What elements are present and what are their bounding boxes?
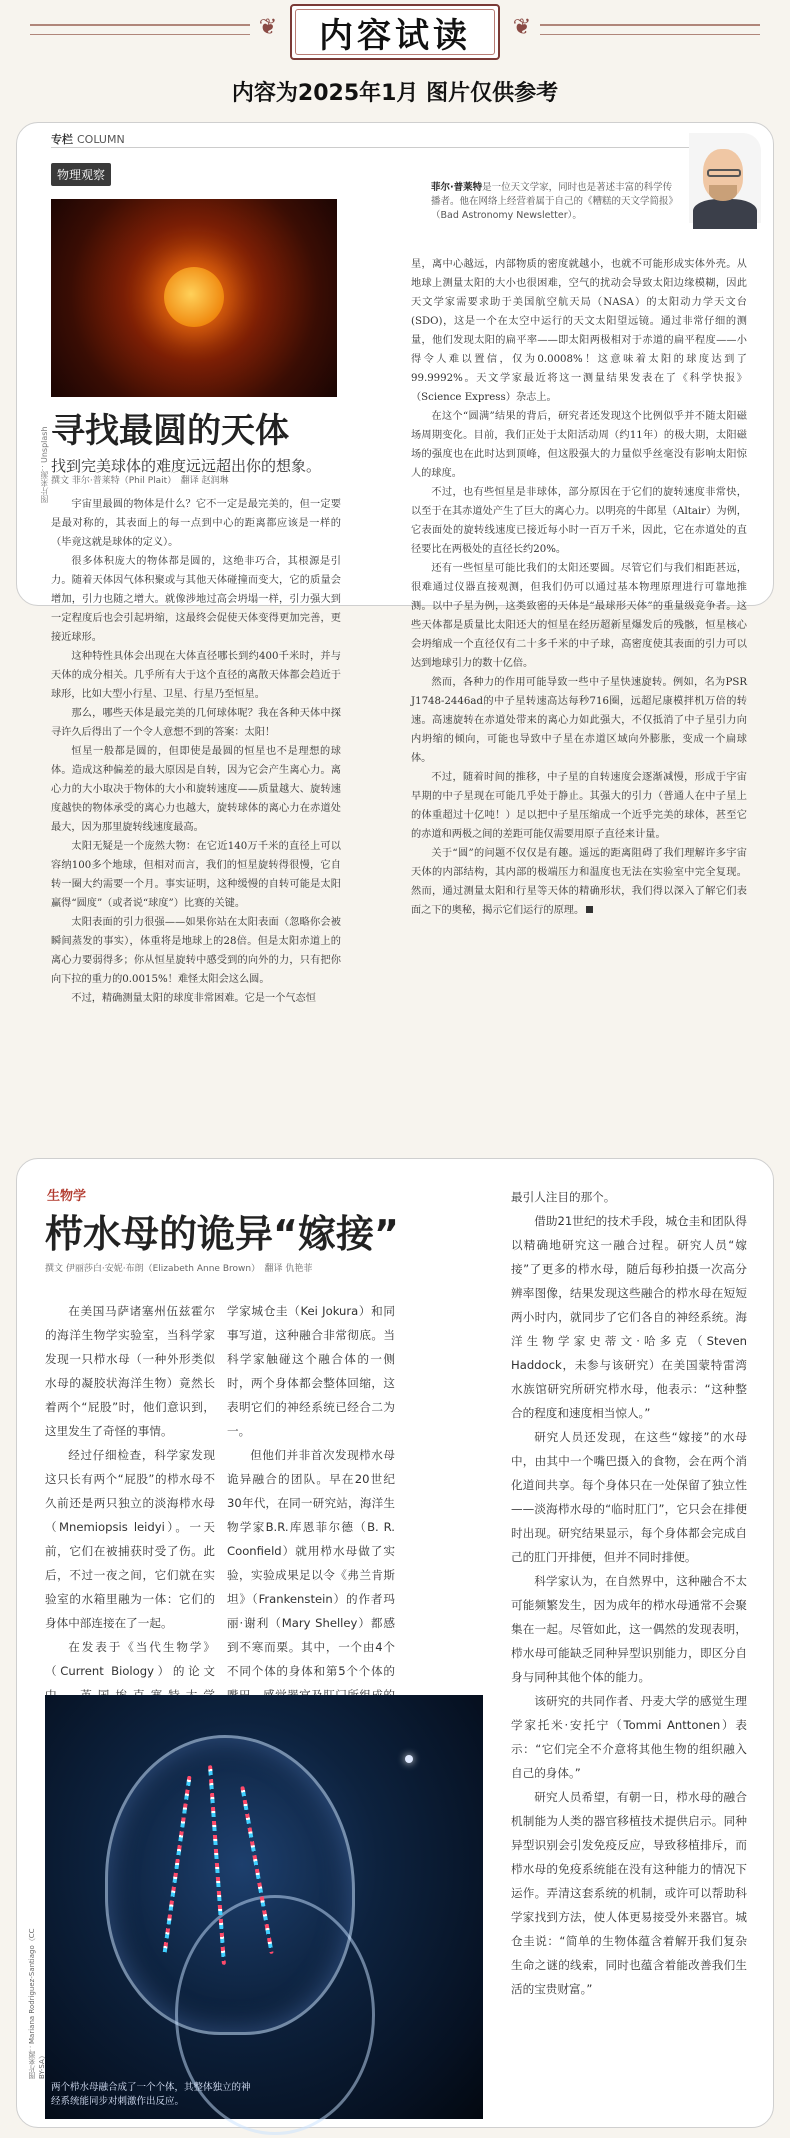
article2-byline: 撰文 伊丽莎白·安妮·布朗（Elizabeth Anne Brown） 翻译 仇艳菲 [45,1264,313,1274]
author-bio-text: 是一位天文学家，同时也是著述丰富的科学传播者。他在网络上经营着属于自己的《糟糕的天文学简报》（Bad Astronomy Newsletter）。 [431,182,679,221]
article-card-combjelly [16,1158,774,2128]
author-avatar [689,133,761,223]
paragraph: 不过，精确测量太阳的球度非常困难。它是一个气态恒 [71,993,316,1004]
section-tag: 生物学 [47,1189,87,1204]
paragraph-text: 关于“圆”的问题不仅仅是有趣。遥远的距离阻碍了我们理解许多宇宙天体的内部结构，其内部的极端压力和温度也无法在实验室中完全复现。然而，通过测量太阳和行星等天体的精确形状，我们得以深入了解它们表面之下的奥秘，揭示它们运行的原理。 [411,848,747,916]
end-mark-icon [586,906,593,913]
image-caption: 两个栉水母融合成了一个个体，其整体独立的神经系统能同步对刺激作出反应。 [51,2082,251,2107]
paragraph: 在发表于《当代生物学》（Current Biology）的论文 [45,1640,215,1678]
paragraph: 在美国马萨诸塞州伍兹霍尔的海洋生物学实验室，当科学家发现一只栉水母（一种外形类似水母的凝胶状海洋生物）竟然长着两个“屁股”时，他们意识到，这里发生了奇怪的事情。 [45,1304,215,1438]
banner-rule-right-thin [540,34,760,35]
paragraph: 还有一些恒星可能比我们的太阳还要圆。尽管它们与我们相距甚远，很难通过仪器直接观测，但我们仍可以通过基本物理原理进行可靠地推测。以中子星为例，这类致密的天体是“最球形天体”的重量级竞争者。这些天体都是质量比太阳还大的恒星在经历超新星爆发后的残骸，恒星核心会坍缩成一个直径仅有二十多千米的中子球，高密度使其表面的引力可以达到地球引力的数十亿倍。 [411,563,747,669]
avatar-shirt [693,199,757,229]
comb-jelly-photo [45,1695,483,2119]
avatar-beard [709,185,737,201]
banner-title: 内容试读 [319,15,471,56]
paragraph: 研究人员还发现，在这些“嫁接”的水母中，由其中一个嘴巴摄入的食物，会在两个消化道间共享。每个身体只在一处保留了独立性——淡海栉水母的“临时肛门”，它只会在排便时出现。研究结果显示，每个身体都会完成自己的肛门开排便，但并不同时排便。 [511,1430,747,1564]
paragraph: 该研究的共同作者、丹麦大学的感觉生理学家托米·安托宁（Tommi Anttonen）表示：“它们完全不介意将其他生物的组织融入自己的身体。” [511,1694,747,1780]
paragraph: 科学家认为，在自然界中，这种融合不太可能频繁发生，因为成年的栉水母通常不会聚集在一起。尽管如此，这一偶然的发现表明，栉水母可能缺乏同种异型识别能力，即区分自身与同种其他个体的能力。 [511,1574,747,1684]
paragraph: 那么，哪些天体是最完美的几何球体呢？我在各种天体中探寻许久后得出了一个令人意想不到的答案：太阳！ [51,708,341,738]
paragraph: 不过，随着时间的推移，中子星的自转速度会逐渐减慢，形成于宇宙早期的中子星现在可能几乎处于静止。其强大的引力（普通人在中子星上的体重超过十亿吨！）足以把中子星压缩成一个近乎完美的球体，甚至它的赤道和两极之间的差距可能仅需要用原子直径来计量。 [411,772,747,840]
paragraph [411,844,747,920]
paragraph: 星，离中心越远，内部物质的密度就越小，也就不可能形成实体外壳。从地球上测量太阳的大小也很困难，空气的扰动会导致太阳边缘模糊，因此天文学家需要求助于美国航空航天局（NASA）的太阳动力学天文台(SDO)，这是一个在太空中运行的天文太阳望远镜。通过非常仔细的测量，他们发现太阳的扁平率——即太阳两极相对于赤道的扁平程度——小得令人难以置信，仅为0.0008%！这意味着太阳的球度达到了99.9992%。天文学家最近将这一测量结果发表在了《科学快报》（Science Express）杂志上。 [411,259,747,403]
banner-subtitle: 内容为2025年1月 图片仅供参考 [231,81,559,106]
article2-column-2 [227,1299,395,1755]
article2-title: 栉水母的诡异“嫁接” [45,1212,399,1256]
paragraph: 学家城仓圭（Kei Jokura）和同事写道，这种融合非常彻底。当科学家触碰这个融合体的一侧时，两个身体都会整体回缩，这表明它们的神经系统已经合二为一。 [227,1304,395,1438]
article-card-roundest [16,122,774,1004]
jelly-photo-credit: 图片来源：Mariana Rodriguez-Santiago（CC BY-SA） [28,1928,46,2079]
paragraph: 经过仔细检查，科学家发现这只长有两个“屁股”的栉水母不久前还是两只独立的淡海栉水母（Mnemiopsis leidyi）。一天前，它们在被捕获时受了伤。此后，不过一夜之间，它们就在实验室的水箱里融为一体：它们的身体中部连接在了一起。 [45,1448,215,1630]
paragraph: 太阳无疑是一个庞然大物：在它近140万千米的直径上可以容纳100多个地球，但相对而言，我们的恒星旋转得很慢，它自转一圈大约需要一个月。事实证明，这种缓慢的自转可能是太阳赢得“圆度”（或者说“球度”）比赛的关键。 [51,841,341,909]
column-label-en: COLUMN [77,133,125,146]
paragraph: 研究人员希望，有朝一日，栉水母的融合机制能为人类的器官移植技术提供启示。同种异型识别会引发免疫反应，导致移植排斥，而栉水母的免疫系统能在没有这种能力的情况下运作。弄清这套系统的机制，或许可以帮助科学家找到方法，使人体更易接受外来器官。城仓圭说：“简单的生物体蕴含着解开我们复杂生命之谜的线索，同时也蕴含着能改善我们生活的宝贵财富。” [511,1790,747,1996]
paragraph: 很多体积庞大的物体都是圆的，这绝非巧合，其根源是引力。随着天体因气体积聚或与其他天体碰撞而变大，它的质量会增加，引力也随之增大。就像涉地过高会坍塌一样，引力强大到一定程度后也会引起坍缩，这最终会促使天体变得更加完善，更接近球形。 [51,556,341,643]
author-name: 菲尔·普莱特 [431,182,483,193]
article1-byline: 撰文 菲尔·普莱特（Phil Plait） 翻译 赵润琳 [51,476,229,486]
article1-title: 寻找最圆的天体 [51,411,289,451]
article2-column-3 [511,1185,747,2001]
specimen-dot [405,1755,413,1763]
ornament-left-icon: ❦ [258,15,278,40]
article1-subtitle: 找到完美球体的难度远远超出你的想象。 [51,457,322,475]
article1-column-2 [411,255,747,920]
banner-rule-left [30,24,250,26]
column-label-cn: 专栏 [51,133,73,146]
sun-photo [51,199,337,397]
paragraph: 最引人注目的那个。 [511,1190,616,1204]
author-bio [431,181,681,223]
paragraph: 不过，也有些恒星是非球体，部分原因在于它们的旋转速度非常快，以至于在其赤道处产生了巨大的离心力。以明亮的牛郎星（Altair）为例，它表面处的旋转线速度已接近每小时一百万千米，因此，它在赤道处的直径要比在两极处的直径长约20%。 [411,487,747,555]
banner-title-box [290,4,500,60]
paragraph: 但他们并非首次发现栉水母诡异融合的团队。早在20世纪30年代，在同一研究站，海洋生物学家B.R.库恩菲尔德（B. R. Coonfield）就用栉水母做了实验，实验成果足以令《弗兰肯斯坦》（Frankenstein）的作者玛丽·谢利（Mary Shelley）都感到不寒而栗。其中，一个由4个不同个体的身体和第5个个体的 [227,1448,395,1678]
paragraph: 这种特性具体会出现在大体直径哪长到约400千米时，并与天体的成分相关。几乎所有大于这个直径的离散天体都会趋近于球形，比如大型小行星、卫星、行星乃至恒星。 [51,651,341,700]
banner-rule-left-thin [30,34,250,35]
paragraph: 借助21世纪的技术手段，城仓圭和团队得以精确地研究这一融合过程。研究人员“嫁接”了更多的栉水母，随后每秒拍摄一次高分辨率图像，结果发现这些融合的栉水母在短短两小时内，就同步了它们各自的神经系统。海洋生物学家史蒂文·哈多克（Steven Haddock，未参与该研究）在美国蒙特雷湾水族馆研究所研究栉水母，他表示：“这种整合的程度和速度相当惊人。” [511,1214,747,1420]
article1-column-1 [51,495,341,1008]
header-banner [0,0,790,116]
banner-rule-right [540,24,760,26]
paragraph: 恒星一般都是圆的，但即使是最圆的恒星也不是理想的球体。造成这种偏差的最大原因是自转，因为它会产生离心力。离心力的大小取决于物体的大小和旋转速度——质量越大、旋转速度越快的物体承受的离心力也越大，旋转球体的离心力在赤道处最大，因为那里旋转线速度最高。 [51,746,341,833]
article-tag: 物理观察 [51,163,111,186]
sun-photo-credit: 图片来源：Unsplash [40,426,49,503]
paragraph: 在这个“圆满”结果的背后，研究者还发现这个比例似乎并不随太阳磁场周期变化。目前，我们正处于太阳活动周（约11年）的极大期，太阳磁场的强度也在此时达到顶峰，但这股强大的力量似乎丝毫没有影响太阳惊人的球度。 [411,411,747,479]
paragraph: 宇宙里最圆的物体是什么？它不一定是最完美的，但一定要是最对称的，其表面上的每一点到中心的距离都应该是一样的（毕竟这就是球体的定义）。 [51,499,341,548]
ornament-right-icon: ❦ [512,15,532,40]
paragraph: 太阳表面的引力很强——如果你站在太阳表面（忽略你会被瞬间蒸发的事实），体重将是地球上的28倍。但是太阳赤道上的离心力要弱得多；你从恒星旋转中感受到的向外的力，只有把你向下拉的重力的0.0015%！难怪太阳会这么圆。 [51,917,341,985]
paragraph: 然而，各种力的作用可能导致一些中子星快速旋转。例如，名为PSR J1748-2446ad的中子星转速高达每秒716圈，远超尼康模拌机万倍的转速。高速旋转在赤道处带来的离心力如此强大，不仅抵消了中子星引力向内坍缩的倾向，可能也导致中子星在赤道区域向外膨胀，变成一个扁球体。 [411,677,747,764]
avatar-glasses-icon [707,169,741,177]
column-label [51,131,125,147]
sun-disc [164,267,224,327]
column-divider [51,147,741,148]
